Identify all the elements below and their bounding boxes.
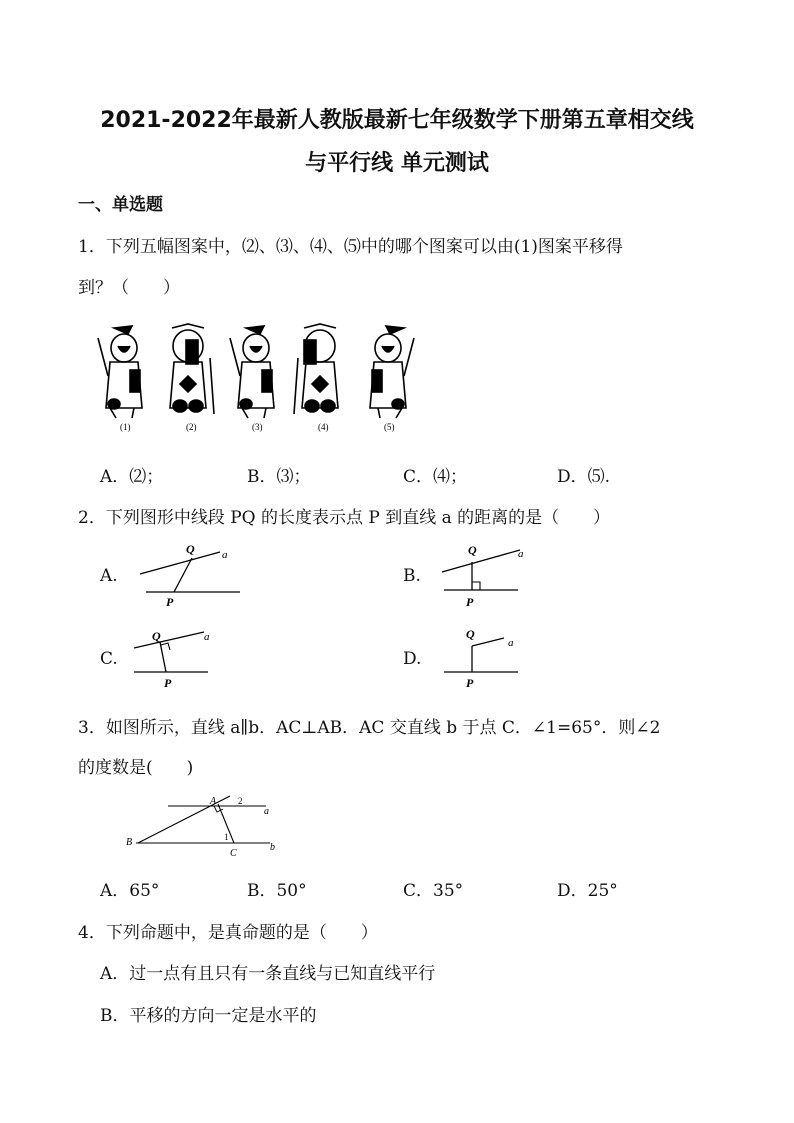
point-p-label: P	[466, 595, 474, 609]
q2-option-b-label[interactable]: B.	[403, 566, 421, 586]
q3-option-b[interactable]: B．50°	[247, 881, 307, 901]
q2-diagram-d	[438, 624, 548, 692]
line-a-label: a	[204, 631, 210, 643]
point-q-label: Q	[186, 542, 195, 556]
point-q-label: Q	[466, 627, 475, 641]
q3-text-line2: 的度数是( )	[78, 758, 194, 778]
section-heading: 一、单选题	[78, 195, 163, 215]
point-p-label: P	[166, 595, 174, 609]
line-a-label: a	[222, 549, 228, 561]
q1-text-line1: 1．下列五幅图案中，⑵、⑶、⑷、⑸中的哪个图案可以由(1)图案平移得	[78, 237, 623, 257]
line-a-label: a	[508, 637, 514, 649]
cartoon-figure-4	[294, 324, 338, 414]
point-c-label: C	[230, 848, 237, 859]
q1-figure-label: (5)	[384, 422, 395, 432]
point-a-label: A	[210, 796, 217, 807]
q3-diagram	[120, 790, 290, 862]
line-a-label: a	[264, 806, 269, 817]
line-a-label: a	[518, 548, 524, 560]
q4-text: 4．下列命题中，是真命题的是（ ）	[78, 923, 378, 943]
point-p-label: P	[466, 676, 474, 690]
q3-option-d[interactable]: D．25°	[557, 881, 618, 901]
q1-text-line2: 到？（ ）	[78, 278, 180, 298]
q1-option-b[interactable]: B．⑶；	[247, 467, 311, 487]
angle-2-label: 2	[238, 796, 243, 806]
q2-option-d-label[interactable]: D.	[403, 649, 422, 669]
q1-option-a[interactable]: A．⑵；	[100, 467, 164, 487]
q1-figure-label: (3)	[252, 422, 263, 432]
q4-option-a[interactable]: A．过一点有且只有一条直线与已知直线平行	[100, 964, 436, 984]
page-title-line1: 2021-2022年最新人教版最新七年级数学下册第五章相交线	[100, 108, 694, 133]
cartoon-figure-1	[98, 326, 142, 418]
q1-option-d[interactable]: D．⑸.	[557, 467, 611, 487]
q4-option-b[interactable]: B．平移的方向一定是水平的	[100, 1006, 317, 1026]
q1-option-c[interactable]: C．⑷；	[403, 467, 468, 487]
page-title-line2: 与平行线 单元测试	[305, 151, 489, 176]
q2-diagram-b	[438, 538, 548, 610]
point-p-label: P	[164, 676, 172, 690]
cartoon-figure-2	[170, 324, 214, 414]
q3-option-c[interactable]: C．35°	[403, 881, 464, 901]
q1-figure	[92, 318, 422, 438]
cartoon-figure-5	[370, 326, 414, 418]
q2-text: 2．下列图形中线段 PQ 的长度表示点 P 到直线 a 的距离的是（ ）	[78, 508, 611, 528]
q1-figure-label: (4)	[318, 422, 329, 432]
point-q-label: Q	[468, 543, 477, 557]
cartoon-figure-3	[230, 326, 274, 418]
point-b-label: B	[126, 837, 133, 848]
q2-option-c-label[interactable]: C.	[100, 649, 118, 669]
q1-figure-label: (2)	[186, 422, 197, 432]
q2-diagram-c	[128, 624, 238, 692]
q2-diagram-a	[136, 540, 246, 610]
q2-option-a-label[interactable]: A.	[100, 566, 118, 586]
q1-figure-label: (1)	[120, 422, 131, 432]
point-q-label: Q	[152, 629, 161, 643]
line-b-label: b	[270, 842, 275, 853]
q3-text-line1: 3．如图所示，直线 a∥b．AC⊥AB．AC 交直线 b 于点 C．∠1=65°．则∠2	[78, 718, 661, 738]
q3-option-a[interactable]: A．65°	[100, 881, 160, 901]
angle-1-label: 1	[224, 832, 229, 842]
